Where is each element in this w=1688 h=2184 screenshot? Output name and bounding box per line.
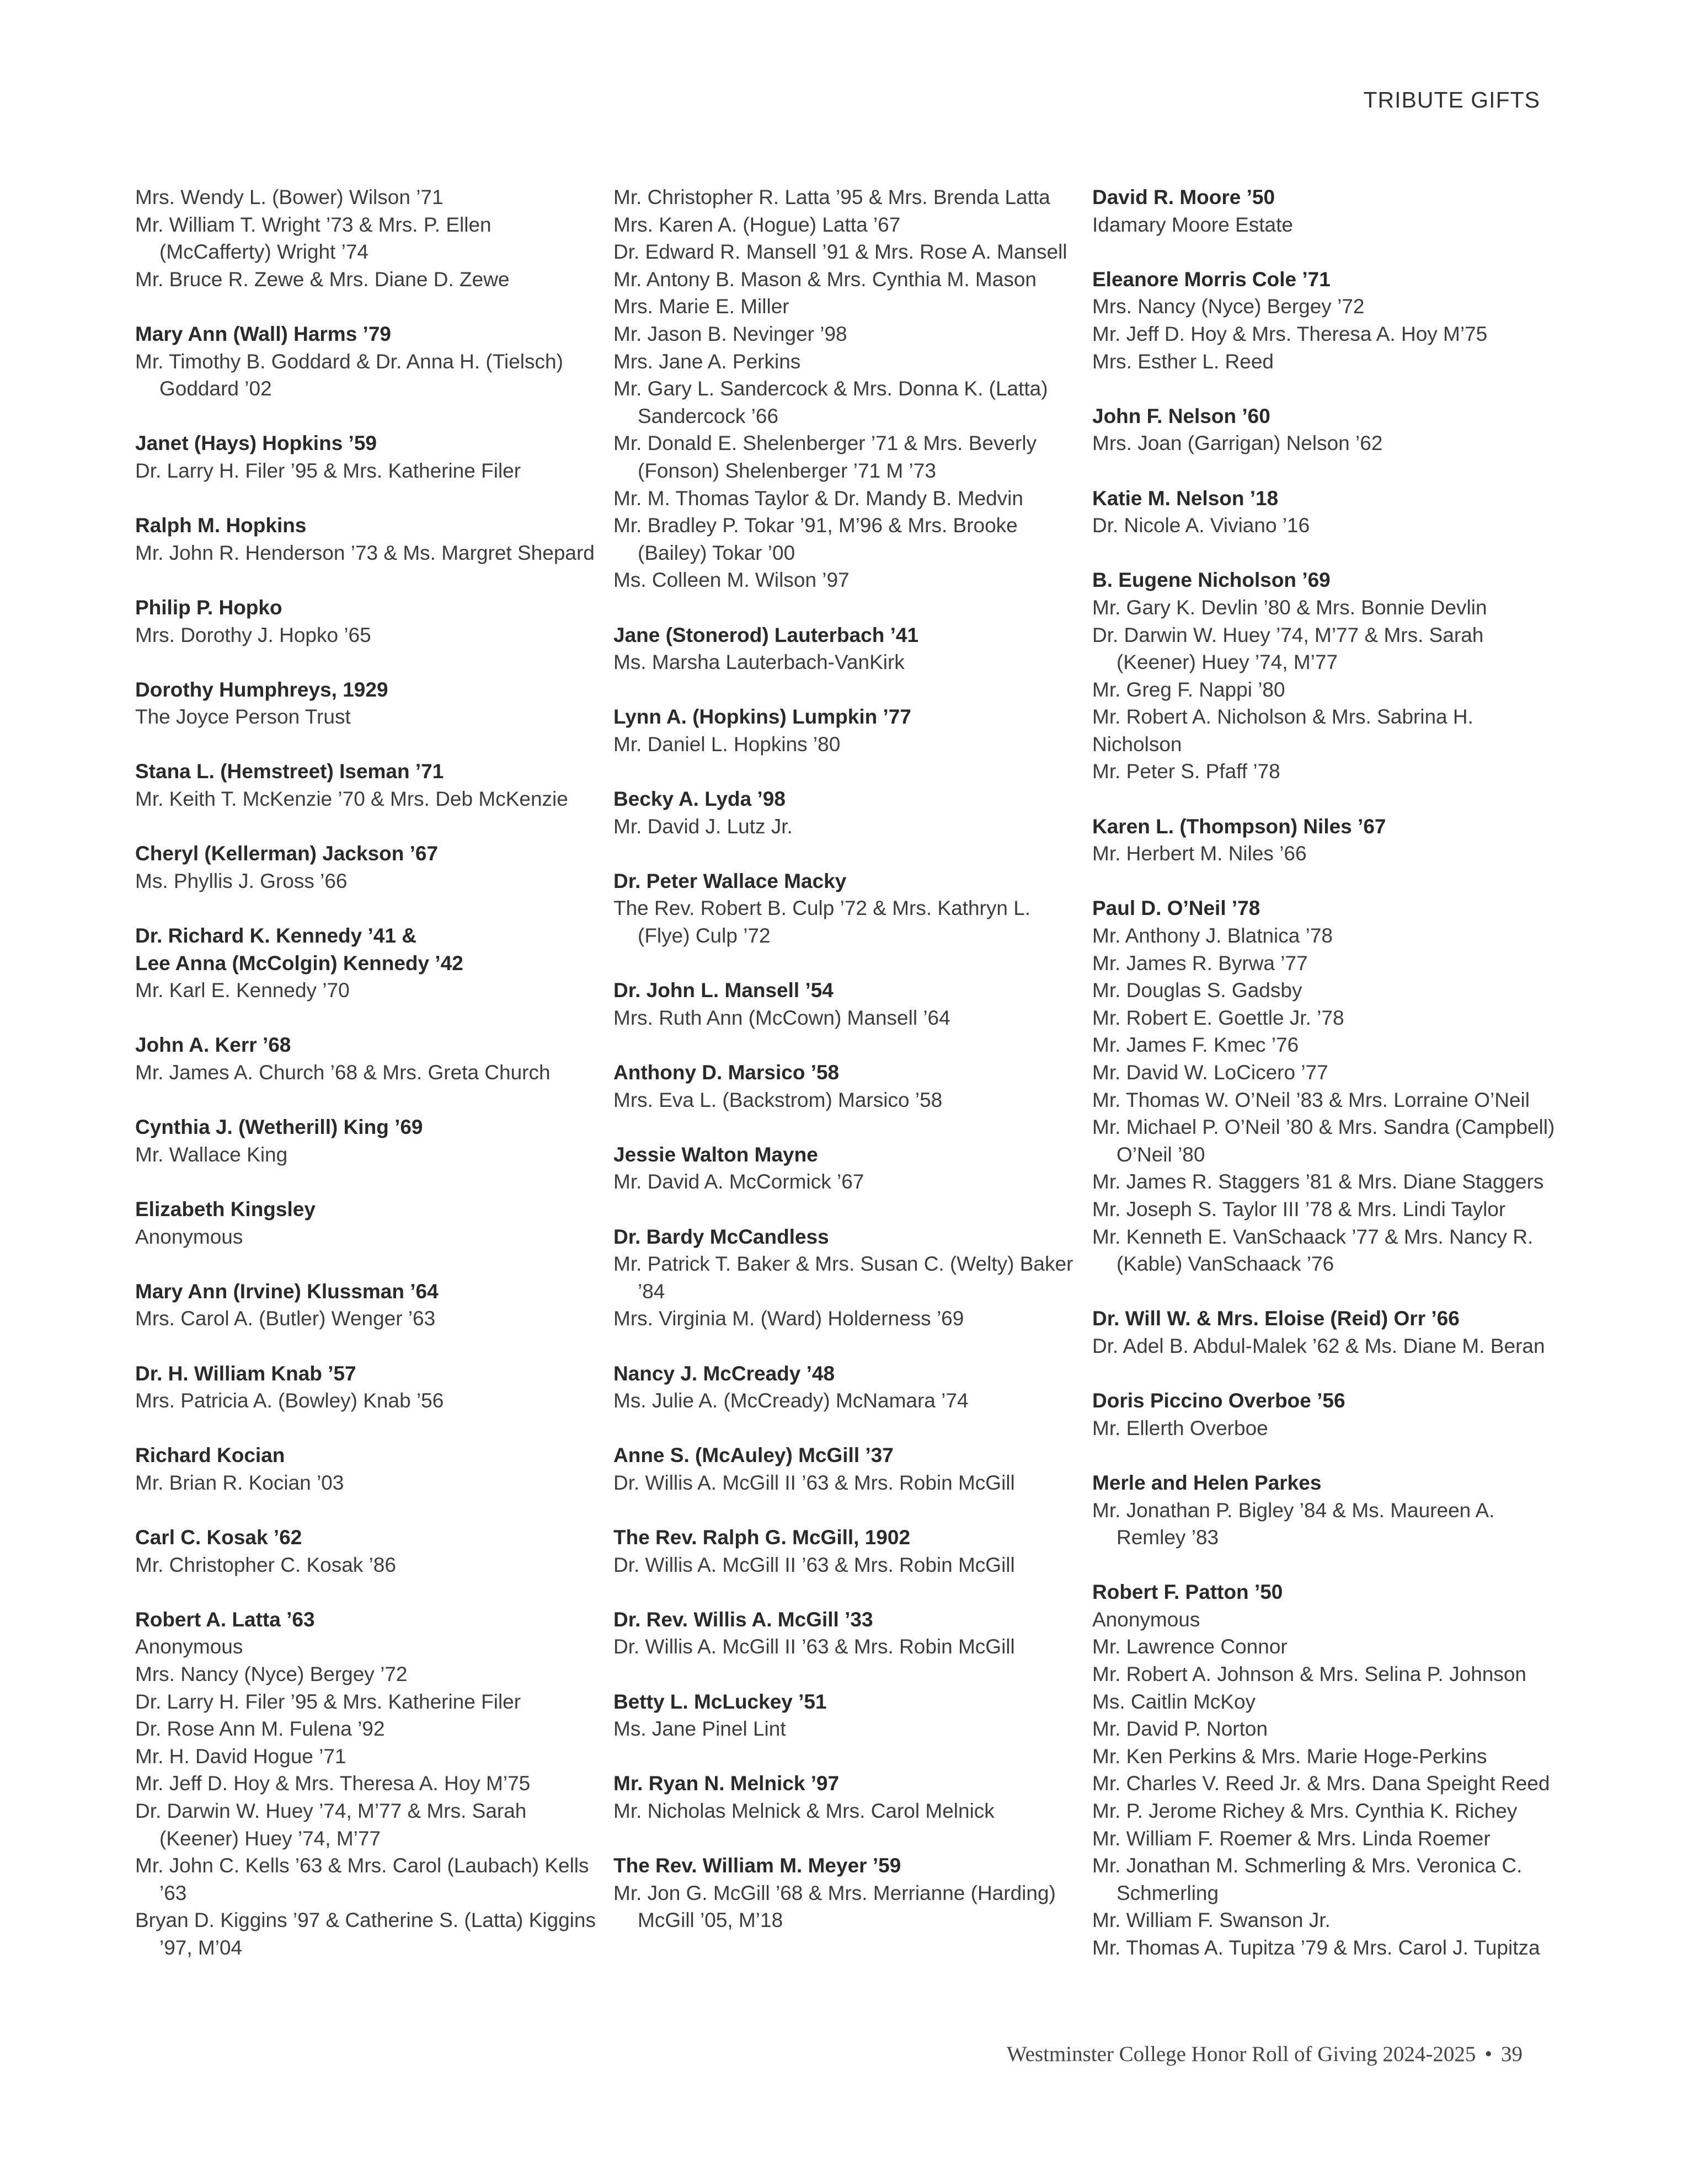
footer-separator: • — [1484, 2042, 1492, 2066]
honoree-name: B. Eugene Nicholson ’69 — [1092, 569, 1331, 592]
donor-name: Mr. James A. Church ’68 & Mrs. Greta Church — [135, 1061, 551, 1084]
donor-name: Mr. Brian R. Kocian ’03 — [135, 1471, 344, 1494]
honoree-name: Eleanore Morris Cole ’71 — [1092, 267, 1331, 291]
donor-name: Dr. Willis A. McGill II ’63 & Mrs. Robin McGill — [613, 1635, 1015, 1658]
tribute-entry — [613, 1852, 1082, 1934]
tribute-entry — [613, 1141, 1082, 1196]
donor-name: Dr. Larry H. Filer ’95 & Mrs. Katherine Filer — [135, 459, 521, 482]
honoree-name: Carl C. Kosak ’62 — [135, 1526, 302, 1549]
donor-name: Mr. David P. Norton — [1092, 1717, 1268, 1741]
donor-name: Anonymous — [1092, 1608, 1200, 1631]
tribute-entry — [135, 1442, 604, 1496]
donor-name: Mr. M. Thomas Taylor & Dr. Mandy B. Medvin — [613, 486, 1023, 510]
donor-name: Ms. Marsha Lauterbach-VanKirk — [613, 651, 905, 674]
donor-name: Mr. William F. Roemer & Mrs. Linda Roemer — [1092, 1827, 1491, 1850]
tribute-entry — [135, 840, 604, 895]
publication-title: Westminster College Honor Roll of Giving 2024-2025 — [1006, 2042, 1476, 2066]
donor-name: Mr. John R. Henderson ’73 & Ms. Margret Shepard — [135, 541, 595, 564]
donor-name: Mr. Daniel L. Hopkins ’80 — [613, 732, 841, 756]
tribute-entry — [613, 977, 1082, 1031]
donor-name: Mrs. Ruth Ann (McCown) Mansell ’64 — [613, 1006, 950, 1029]
donor-name: Mr. Herbert M. Niles ’66 — [1092, 842, 1307, 865]
honoree-name: Lynn A. (Hopkins) Lumpkin ’77 — [613, 705, 911, 729]
donor-name: Mr. Joseph S. Taylor III ’78 & Mrs. Lindi Taylor — [1092, 1197, 1506, 1221]
donor-name: Mrs. Karen A. (Hogue) Latta ’67 — [613, 213, 901, 236]
section-title: TRIBUTE GIFTS — [1363, 87, 1540, 113]
donor-name: Mrs. Joan (Garrigan) Nelson ’62 — [1092, 432, 1383, 455]
donor-name: Dr. Adel B. Abdul-Malek ’62 & Ms. Diane M. Beran — [1092, 1334, 1545, 1357]
donor-name: Dr. Larry H. Filer ’95 & Mrs. Katherine Filer — [135, 1690, 521, 1713]
page-footer — [1007, 2042, 1523, 2067]
donor-name: Mr. Anthony J. Blatnica ’78 — [1092, 924, 1333, 948]
donor-name: Mr. Douglas S. Gadsby — [1092, 979, 1302, 1002]
donor-name: Anonymous — [135, 1635, 243, 1658]
honoree-name: Dorothy Humphreys, 1929 — [135, 678, 388, 701]
honoree-name: Dr. Rev. Willis A. McGill ’33 — [613, 1608, 873, 1631]
tribute-entry — [613, 1688, 1082, 1743]
donor-name: Dr. Darwin W. Huey ’74, M’77 & Mrs. Sarah (Keener) Huey ’74, M’77 — [135, 1800, 527, 1850]
honoree-name: Nancy J. McCready ’48 — [613, 1362, 835, 1385]
donor-name: Mr. William T. Wright ’73 & Mrs. P. Ellen (McCafferty) Wright ’74 — [135, 213, 492, 264]
tribute-entry — [135, 1524, 604, 1578]
donor-name: Mr. James R. Staggers ’81 & Mrs. Diane Staggers — [1092, 1170, 1544, 1193]
honoree-name: Jane (Stonerod) Lauterbach ’41 — [613, 623, 919, 646]
donor-name: Mr. Gary L. Sandercock & Mrs. Donna K. (Latta) Sandercock ’66 — [613, 377, 1048, 427]
honoree-name: David R. Moore ’50 — [1092, 186, 1275, 208]
honoree-name: Ralph M. Hopkins — [135, 514, 307, 537]
donor-name: Mr. Robert E. Goettle Jr. ’78 — [1092, 1006, 1344, 1029]
donor-name: Mr. Keith T. McKenzie ’70 & Mrs. Deb McKenzie — [135, 788, 568, 811]
honoree-name: Cynthia J. (Wetherill) King ’69 — [135, 1116, 423, 1139]
honoree-name: Doris Piccino Overboe ’56 — [1092, 1389, 1345, 1412]
donor-name: Mr. John C. Kells ’63 & Mrs. Carol (Laubach) Kells ’63 — [135, 1854, 589, 1904]
donor-name: Mrs. Virginia M. (Ward) Holderness ’69 — [613, 1307, 964, 1330]
donor-name: Mr. Thomas A. Tupitza ’79 & Mrs. Carol J. Tupitza — [1092, 1936, 1540, 1959]
donor-name: Mr. Bradley P. Tokar ’91, M’96 & Mrs. Brooke (Bailey) Tokar ’00 — [613, 514, 1018, 564]
tribute-entry — [135, 320, 604, 403]
honoree-name: The Rev. William M. Meyer ’59 — [613, 1854, 901, 1877]
tribute-entry — [1092, 1578, 1561, 1961]
tribute-entry — [135, 430, 604, 484]
honoree-name: Katie M. Nelson ’18 — [1092, 486, 1279, 510]
tribute-entry — [1092, 403, 1561, 457]
page-number: 39 — [1501, 2042, 1523, 2066]
donor-name: Ms. Julie A. (McCready) McNamara ’74 — [613, 1389, 969, 1412]
donor-name: Ms. Caitlin McKoy — [1092, 1690, 1256, 1713]
donor-name: Mrs. Jane A. Perkins — [613, 350, 801, 373]
donor-name: Mr. Jeff D. Hoy & Mrs. Theresa A. Hoy M’75 — [1092, 322, 1488, 345]
donor-name: Mr. David W. LoCicero ’77 — [1092, 1061, 1328, 1084]
tribute-entry — [135, 512, 604, 566]
tribute-entry — [613, 868, 1082, 950]
honoree-name: Betty L. McLuckey ’51 — [613, 1690, 827, 1713]
tribute-entry — [135, 1606, 604, 1962]
tribute-entry — [135, 1278, 604, 1332]
donor-name: Mr. Donald E. Shelenberger ’71 & Mrs. Beverly (Fonson) Shelenberger ’71 M ’73 — [613, 432, 1037, 482]
column-3 — [1092, 184, 1561, 1989]
tribute-entry — [1092, 485, 1561, 539]
donor-name: Mr. Timothy B. Goddard & Dr. Anna H. (Tielsch) Goddard ’02 — [135, 350, 563, 400]
tribute-entry — [135, 922, 604, 1004]
tribute-entry — [1092, 184, 1561, 238]
donor-name: Mr. Peter S. Pfaff ’78 — [1092, 760, 1280, 783]
honoree-name: Elizabeth Kingsley — [135, 1197, 316, 1221]
donor-name: Mr. Jonathan M. Schmerling & Mrs. Veronica C. Schmerling — [1092, 1854, 1523, 1904]
honoree-name: Mary Ann (Irvine) Klussman ’64 — [135, 1280, 439, 1303]
donor-name: Mrs. Nancy (Nyce) Bergey ’72 — [1092, 295, 1365, 318]
honoree-name: Stana L. (Hemstreet) Iseman ’71 — [135, 760, 444, 783]
donor-name: Mr. Jason B. Nevinger ’98 — [613, 322, 847, 345]
donor-name: Mr. Kenneth E. VanSchaack ’77 & Mrs. Nancy R. (Kable) VanSchaack ’76 — [1092, 1225, 1534, 1276]
donor-name: Mr. James R. Byrwa ’77 — [1092, 951, 1308, 975]
tribute-entry — [135, 1114, 604, 1168]
tribute-entry — [613, 1524, 1082, 1578]
donor-name: Mrs. Dorothy J. Hopko ’65 — [135, 623, 371, 646]
donor-name: Mr. Greg F. Nappi ’80 — [1092, 678, 1285, 701]
donor-name: Ms. Jane Pinel Lint — [613, 1717, 786, 1741]
donor-name: Mr. P. Jerome Richey & Mrs. Cynthia K. Richey — [1092, 1800, 1518, 1823]
donor-name: Nicholson — [1092, 732, 1182, 756]
donor-name: Dr. Willis A. McGill II ’63 & Mrs. Robin McGill — [613, 1553, 1015, 1576]
honoree-name: Robert A. Latta ’63 — [135, 1608, 315, 1631]
donor-name: Mrs. Nancy (Nyce) Bergey ’72 — [135, 1663, 408, 1686]
donor-name: Mrs. Eva L. (Backstrom) Marsico ’58 — [613, 1088, 943, 1111]
donor-name: Mr. Ellerth Overboe — [1092, 1416, 1268, 1439]
donor-name: Mr. William F. Swanson Jr. — [1092, 1909, 1331, 1932]
tribute-entry — [1092, 813, 1561, 868]
tribute-entry — [613, 1223, 1082, 1332]
honoree-name: Cheryl (Kellerman) Jackson ’67 — [135, 842, 439, 865]
honoree-name: The Rev. Ralph G. McGill, 1902 — [613, 1526, 911, 1549]
tribute-entry — [1092, 266, 1561, 375]
donor-name: Ms. Phyllis J. Gross ’66 — [135, 869, 348, 892]
honoree-name: Merle and Helen Parkes — [1092, 1471, 1322, 1494]
donor-name: Mrs. Patricia A. (Bowley) Knab ’56 — [135, 1389, 444, 1412]
honoree-name: Richard Kocian — [135, 1444, 285, 1467]
honoree-name: Dr. Bardy McCandless — [613, 1225, 829, 1248]
donor-name: Mr. Bruce R. Zewe & Mrs. Diane D. Zewe — [135, 267, 510, 291]
donor-name: Mr. Jeff D. Hoy & Mrs. Theresa A. Hoy M’75 — [135, 1772, 531, 1795]
honoree-name: Mary Ann (Wall) Harms ’79 — [135, 322, 391, 345]
column-1 — [135, 184, 604, 1989]
donor-name: Dr. Rose Ann M. Fulena ’92 — [135, 1717, 385, 1741]
donor-name: The Rev. Robert B. Culp ’72 & Mrs. Kathryn L. (Flye) Culp ’72 — [613, 897, 1031, 948]
donor-name: Mr. Lawrence Connor — [1092, 1635, 1288, 1658]
tribute-entry — [1092, 1387, 1561, 1442]
donor-name: Mr. Christopher C. Kosak ’86 — [135, 1553, 396, 1576]
honoree-name: Paul D. O’Neil ’78 — [1092, 897, 1260, 920]
honoree-name: Robert F. Patton ’50 — [1092, 1581, 1283, 1604]
donor-name: Mr. Thomas W. O’Neil ’83 & Mrs. Lorraine O’Neil — [1092, 1088, 1530, 1111]
tribute-entry — [1092, 895, 1561, 1277]
tribute-entry — [613, 785, 1082, 840]
donor-name: Mr. David A. McCormick ’67 — [613, 1170, 864, 1193]
honoree-name: Dr. Peter Wallace Macky — [613, 869, 847, 892]
donor-name: Mrs. Marie E. Miller — [613, 295, 789, 318]
honoree-name: Janet (Hays) Hopkins ’59 — [135, 432, 377, 455]
donor-name: Mr. Robert A. Nicholson & Mrs. Sabrina H. — [1092, 705, 1473, 729]
honoree-name: Dr. Will W. & Mrs. Eloise (Reid) Orr ’66 — [1092, 1307, 1460, 1330]
donor-name: Dr. Willis A. McGill II ’63 & Mrs. Robin McGill — [613, 1471, 1015, 1494]
donor-name: Dr. Edward R. Mansell ’91 & Mrs. Rose A. Mansell — [613, 240, 1067, 264]
honoree-name: Philip P. Hopko — [135, 596, 282, 619]
honoree-name: John A. Kerr ’68 — [135, 1034, 291, 1057]
donor-name: Mr. Gary K. Devlin ’80 & Mrs. Bonnie Devlin — [1092, 596, 1487, 619]
tribute-entry — [613, 1059, 1082, 1114]
column-2 — [613, 184, 1082, 1962]
donor-name: Bryan D. Kiggins ’97 & Catherine S. (Latta) Kiggins ’97, M’04 — [135, 1909, 596, 1959]
donor-name: Mr. Ken Perkins & Mrs. Marie Hoge-Perkins — [1092, 1744, 1487, 1768]
honoree-name: John F. Nelson ’60 — [1092, 404, 1270, 427]
donor-name: Mr. Wallace King — [135, 1143, 288, 1166]
honoree-name: Jessie Walton Mayne — [613, 1143, 818, 1166]
donor-name: Mr. James F. Kmec ’76 — [1092, 1034, 1299, 1057]
honoree-name: Anthony D. Marsico ’58 — [613, 1061, 840, 1084]
donor-name: Dr. Nicole A. Viviano ’16 — [1092, 514, 1310, 537]
donor-name: Anonymous — [135, 1225, 243, 1248]
donor-name: The Joyce Person Trust — [135, 705, 351, 729]
tribute-entry — [135, 676, 604, 731]
tribute-entry — [613, 1360, 1082, 1415]
honoree-name: Becky A. Lyda ’98 — [613, 788, 786, 811]
donor-name: Mr. Michael P. O’Neil ’80 & Mrs. Sandra (Campbell) O’Neil ’80 — [1092, 1116, 1555, 1166]
tribute-entry — [135, 1196, 604, 1250]
donor-name: Mr. Charles V. Reed Jr. & Mrs. Dana Speight Reed — [1092, 1772, 1550, 1795]
honoree-name: Karen L. (Thompson) Niles ’67 — [1092, 815, 1386, 838]
tribute-entry — [135, 758, 604, 812]
donor-name: Mrs. Esther L. Reed — [1092, 350, 1274, 373]
donor-name: Mr. H. David Hogue ’71 — [135, 1744, 346, 1768]
tribute-entry — [613, 622, 1082, 676]
tribute-entry — [613, 703, 1082, 758]
donor-name: Mr. Patrick T. Baker & Mrs. Susan C. (Welty) Baker ’84 — [613, 1252, 1073, 1303]
donor-name: Idamary Moore Estate — [1092, 213, 1293, 236]
donor-name: Mr. Christopher R. Latta ’95 & Mrs. Brenda Latta — [613, 186, 1050, 208]
honoree-name: Anne S. (McAuley) McGill ’37 — [613, 1444, 894, 1467]
donor-name: Ms. Colleen M. Wilson ’97 — [613, 569, 850, 592]
donor-name: Mr. Nicholas Melnick & Mrs. Carol Melnick — [613, 1800, 995, 1823]
honoree-name: Dr. H. William Knab ’57 — [135, 1362, 356, 1385]
tribute-entry — [1092, 1469, 1561, 1551]
honoree-name: Dr. John L. Mansell ’54 — [613, 979, 834, 1002]
donor-name: Mrs. Carol A. (Butler) Wenger ’63 — [135, 1307, 436, 1330]
donor-name: Mr. Jonathan P. Bigley ’84 & Ms. Maureen A. Remley ’83 — [1092, 1498, 1495, 1549]
honoree-name: Lee Anna (McColgin) Kennedy ’42 — [135, 951, 463, 975]
tribute-entry — [613, 1606, 1082, 1661]
donor-name: Mr. Karl E. Kennedy ’70 — [135, 979, 350, 1002]
tribute-entry — [135, 1031, 604, 1086]
tribute-entry — [135, 594, 604, 649]
tribute-entry — [1092, 1305, 1561, 1359]
donor-name: Mr. David J. Lutz Jr. — [613, 815, 793, 838]
tribute-entry — [135, 184, 604, 293]
honoree-name: Mr. Ryan N. Melnick ’97 — [613, 1772, 840, 1795]
tribute-entry — [135, 1360, 604, 1415]
tribute-entry — [613, 1770, 1082, 1824]
tribute-entry — [613, 184, 1082, 594]
donor-name: Mr. Jon G. McGill ’68 & Mrs. Merrianne (Harding) McGill ’05, M’18 — [613, 1881, 1056, 1932]
donor-name: Mr. Antony B. Mason & Mrs. Cynthia M. Mason — [613, 267, 1037, 291]
donor-name: Mrs. Wendy L. (Bower) Wilson ’71 — [135, 186, 444, 208]
honoree-name: Dr. Richard K. Kennedy ’41 & — [135, 924, 416, 948]
donor-name: Dr. Darwin W. Huey ’74, M’77 & Mrs. Sarah (Keener) Huey ’74, M’77 — [1092, 623, 1484, 674]
tribute-entry — [613, 1442, 1082, 1496]
donor-name: Mr. Robert A. Johnson & Mrs. Selina P. Johnson — [1092, 1663, 1527, 1686]
tribute-entry — [1092, 566, 1561, 785]
